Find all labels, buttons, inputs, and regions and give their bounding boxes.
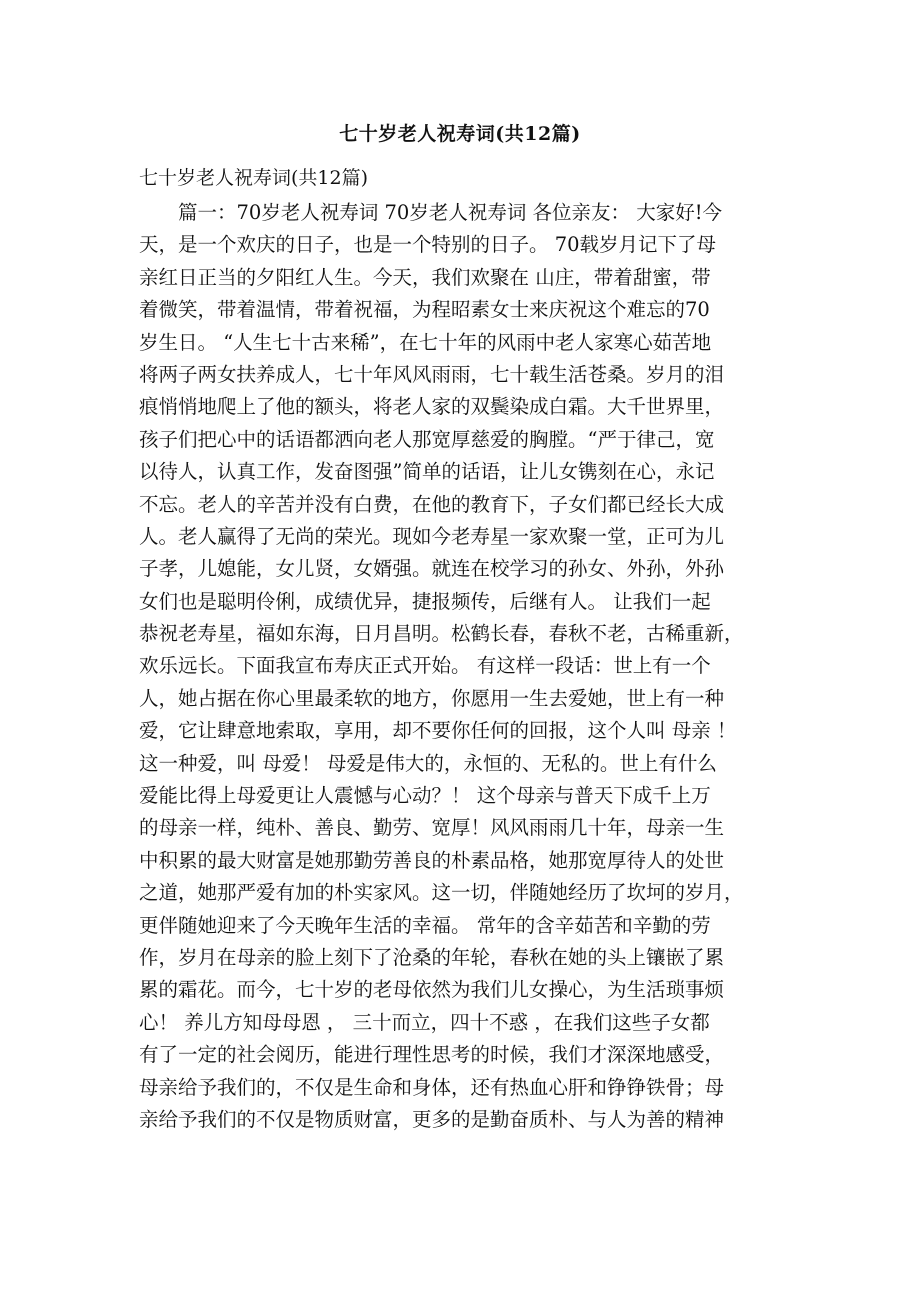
body-line: 亲红日正当的夕阳红人生。今天，我们欢聚在 山庄，带着甜蜜，带 [139, 265, 711, 289]
body-line: 的母亲一样，纯朴、善良、勤劳、宽厚！风风雨雨几十年，母亲一生 [139, 816, 725, 840]
body-text [139, 197, 799, 1136]
body-line: 这一种爱，叫 母爱！ 母爱是伟大的，永恒的、无私的。世上有什么 [139, 751, 717, 775]
body-line: 岁生日。 “人生七十古来稀”，在七十年的风雨中老人家寒心茹苦地 [139, 330, 712, 354]
body-line: 人。老人赢得了无尚的荣光。现如今老寿星一家欢聚一堂，正可为儿 [139, 524, 725, 548]
document-subtitle: 七十岁老人祝寿词(共12篇) [139, 167, 369, 189]
body-line: 母亲给予我们的，不仅是生命和身体，还有热血心肝和铮铮铁骨；母 [139, 1075, 725, 1099]
body-line: 人，她占据在你心里最柔软的地方，你愿用一生去爱她，世上有一种 [139, 686, 725, 710]
body-line: 以待人，认真工作，发奋图强”简单的话语，让儿女镌刻在心，永记 [139, 460, 715, 484]
body-line: 亲给予我们的不仅是物质财富，更多的是勤奋质朴、与人为善的精神 [139, 1107, 725, 1131]
body-line: 着微笑，带着温情，带着祝福，为程昭素女士来庆祝这个难忘的70 [139, 298, 710, 322]
page-title: 七十岁老人祝寿词(共12篇) [339, 123, 581, 145]
body-line: 将两子两女扶养成人，七十年风风雨雨，七十载生活苍桑。岁月的泪 [139, 362, 725, 386]
body-line: 有了一定的社会阅历，能进行理性思考的时候，我们才深深地感受， [139, 1043, 725, 1067]
body-line: 不忘。老人的辛苦并没有白费，在他的教育下，子女们都已经长大成 [139, 492, 725, 516]
body-line: 女们也是聪明伶俐，成绩优异，捷报频传，后继有人。 让我们一起 [139, 589, 711, 613]
body-line: 作，岁月在母亲的脸上刻下了沧桑的年轮，春秋在她的头上镶嵌了累 [139, 945, 725, 969]
body-line: 天，是一个欢庆的日子，也是一个特别的日子。 70载岁月记下了母 [139, 233, 717, 257]
body-line: 欢乐远长。下面我宣布寿庆正式开始。 有这样一段话：世上有一个 [139, 654, 711, 678]
body-line: 心！ 养儿方知母母恩 ， 三十而立，四十不惑 ，在我们这些子女都 [139, 1010, 710, 1034]
body-line: 篇一：70岁老人祝寿词 70岁老人祝寿词 各位亲友： 大家好!今 [139, 201, 723, 224]
body-line: 爱能比得上母爱更让人震憾与心动？！ 这个母亲与普天下成千上万 [139, 784, 711, 808]
body-line: 恭祝老寿星，福如东海，日月昌明。松鹤长春，春秋不老，古稀重新， [139, 622, 744, 646]
body-line: 爱，它让肆意地索取，享用，却不要你任何的回报，这个人叫 母亲 ！ [139, 719, 737, 743]
body-line: 之道，她那严爱有加的朴实家风。这一切，伴随她经历了坎坷的岁月， [139, 881, 744, 905]
body-line: 子孝，儿媳能，女儿贤，女婿强。就连在校学习的孙女、外孙，外孙 [139, 557, 725, 581]
body-line: 痕悄悄地爬上了他的额头，将老人家的双鬓染成白霜。大千世界里， [139, 395, 725, 419]
body-line: 更伴随她迎来了今天晚年生活的幸福。 常年的含辛茹苦和辛勤的劳 [139, 913, 711, 937]
body-line: 孩子们把心中的话语都洒向老人那宽厚慈爱的胸膛。“严于律己，宽 [139, 427, 715, 451]
body-line: 中积累的最大财富是她那勤劳善良的朴素品格，她那宽厚待人的处世 [139, 848, 725, 872]
body-line: 累的霜花。而今，七十岁的老母依然为我们儿女操心，为生活琐事烦 [139, 978, 725, 1002]
